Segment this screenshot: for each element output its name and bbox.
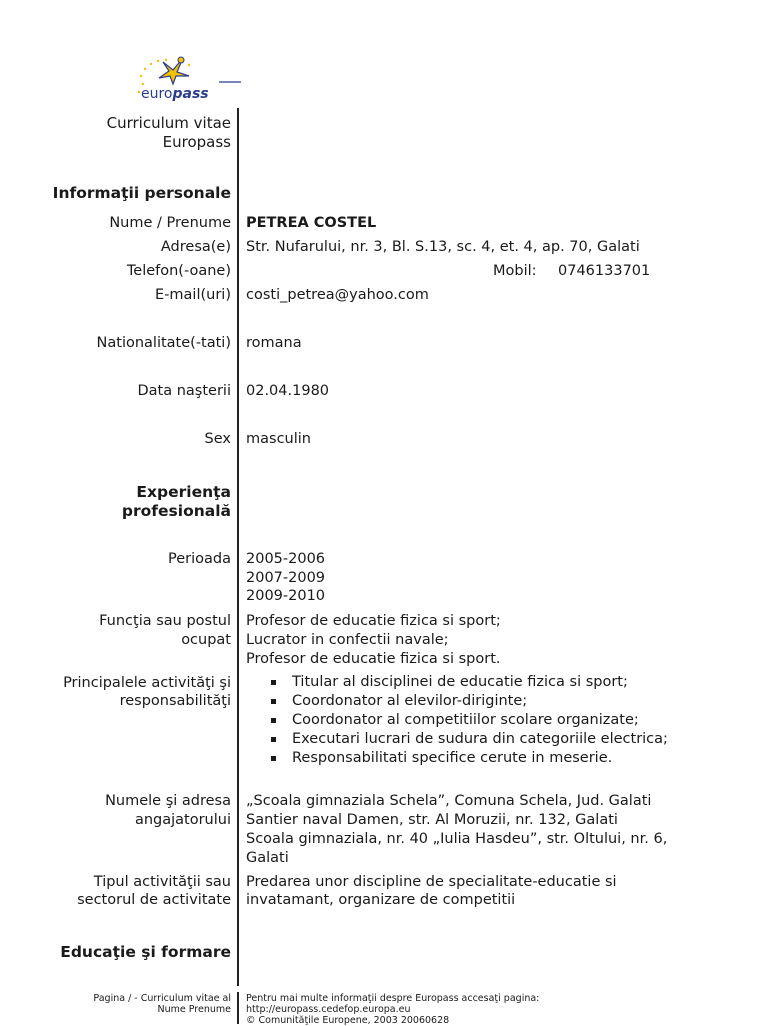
activity-item: Coordonator al competitiilor scolare organizate; [246, 711, 668, 730]
period-item: 2009-2010 [246, 588, 326, 604]
activity-item: Titular al disciplinei de educatie fizica si sport; [246, 673, 668, 692]
education-heading: Educaţie şi formare [60, 943, 231, 961]
birth-date-label: Data naşterii [137, 383, 231, 399]
logo-text-pass: pass [172, 86, 209, 102]
name-value: PETREA COSTEL [246, 215, 377, 231]
activity-item: Executari lucrari de sudura din categoriile electrica; [246, 730, 668, 749]
address-label: Adresa(e) [160, 239, 231, 255]
position-label-line1: Funcţia sau postul [99, 613, 231, 629]
sex-value: masculin [246, 431, 311, 447]
phone-label: Telefon(-oane) [126, 263, 231, 279]
name-label: Nume / Prenume [109, 215, 231, 231]
experience-heading-line2: profesională [121, 502, 231, 520]
employer-item: „Scoala gimnaziala Schela”, Comuna Schela, Jud. Galati [246, 793, 652, 809]
svg-text:europass [141, 86, 209, 102]
period-item: 2005-2006 [246, 551, 326, 567]
email-label: E-mail(uri) [155, 287, 231, 303]
activities-list [246, 673, 668, 768]
period-label: Perioada [168, 551, 231, 567]
footer-right-line1: Pentru mai multe informaţii despre Europass accesaţi pagina: [246, 993, 540, 1004]
nationality-label: Nationalitate(-tati) [96, 335, 231, 351]
experience-heading-line1: Experienţa [136, 483, 231, 501]
activities-label-line1: Principalele activităţi şi [63, 675, 231, 691]
employer-item: Galati [246, 850, 289, 866]
logo-text-euro: euro [141, 86, 173, 102]
activity-item: Responsabilitati specifice cerute in meserie. [246, 749, 668, 768]
employer-label-line1: Numele şi adresa [105, 793, 231, 809]
footer-link[interactable]: http://europass.cedefop.europa.eu [246, 1004, 411, 1015]
europass-logo [133, 54, 243, 104]
activity-item: Coordonator al elevilor-diriginte; [246, 692, 668, 711]
jumping-figure-icon [159, 57, 189, 84]
email-value[interactable]: costi_petrea@yahoo.com [246, 287, 429, 303]
sector-label-line2: sectorul de activitate [77, 892, 231, 908]
sex-label: Sex [204, 431, 231, 447]
cv-title-line2: Europass [162, 133, 231, 151]
footer-left-line1: Pagina / - Curriculum vitae al [93, 993, 231, 1004]
position-item: Profesor de educatie fizica si sport. [246, 651, 501, 667]
mobile-value: 0746133701 [558, 263, 651, 279]
position-item: Lucrator in confectii navale; [246, 632, 449, 648]
footer-right [246, 993, 539, 1026]
column-divider [237, 108, 239, 986]
employer-item: Santier naval Damen, str. Al Moruzii, nr. 132, Galati [246, 812, 618, 828]
sector-label-line1: Tipul activităţii sau [93, 874, 231, 890]
cv-title-line1: Curriculum vitae [106, 114, 231, 132]
nationality-value: romana [246, 335, 302, 351]
personal-info-heading: Informaţii personale [52, 184, 231, 202]
footer-divider [237, 992, 239, 1024]
period-item: 2007-2009 [246, 570, 326, 586]
activities-label-line2: responsabilităţi [119, 693, 231, 709]
sector-line: Predarea unor discipline de specialitate-educatie si [246, 874, 617, 890]
footer-left [93, 993, 231, 1015]
footer-copyright: © Comunităţile Europene, 2003 20060628 [246, 1015, 450, 1026]
position-item: Profesor de educatie fizica si sport; [246, 613, 501, 629]
mobile-label: Mobil: [493, 263, 537, 279]
employer-item: Scoala gimnaziala, nr. 40 „Iulia Hasdeu”, str. Oltului, nr. 6, [246, 831, 668, 847]
birth-date-value: 02.04.1980 [246, 383, 330, 399]
sector-line: invatamant, organizare de competitii [246, 892, 516, 908]
address-value: Str. Nufarului, nr. 3, Bl. S.13, sc. 4, et. 4, ap. 70, Galati [246, 239, 640, 255]
footer-left-line2: Nume Prenume [157, 1004, 231, 1015]
position-label-line2: ocupat [181, 632, 231, 648]
employer-label-line2: angajatorului [134, 812, 231, 828]
